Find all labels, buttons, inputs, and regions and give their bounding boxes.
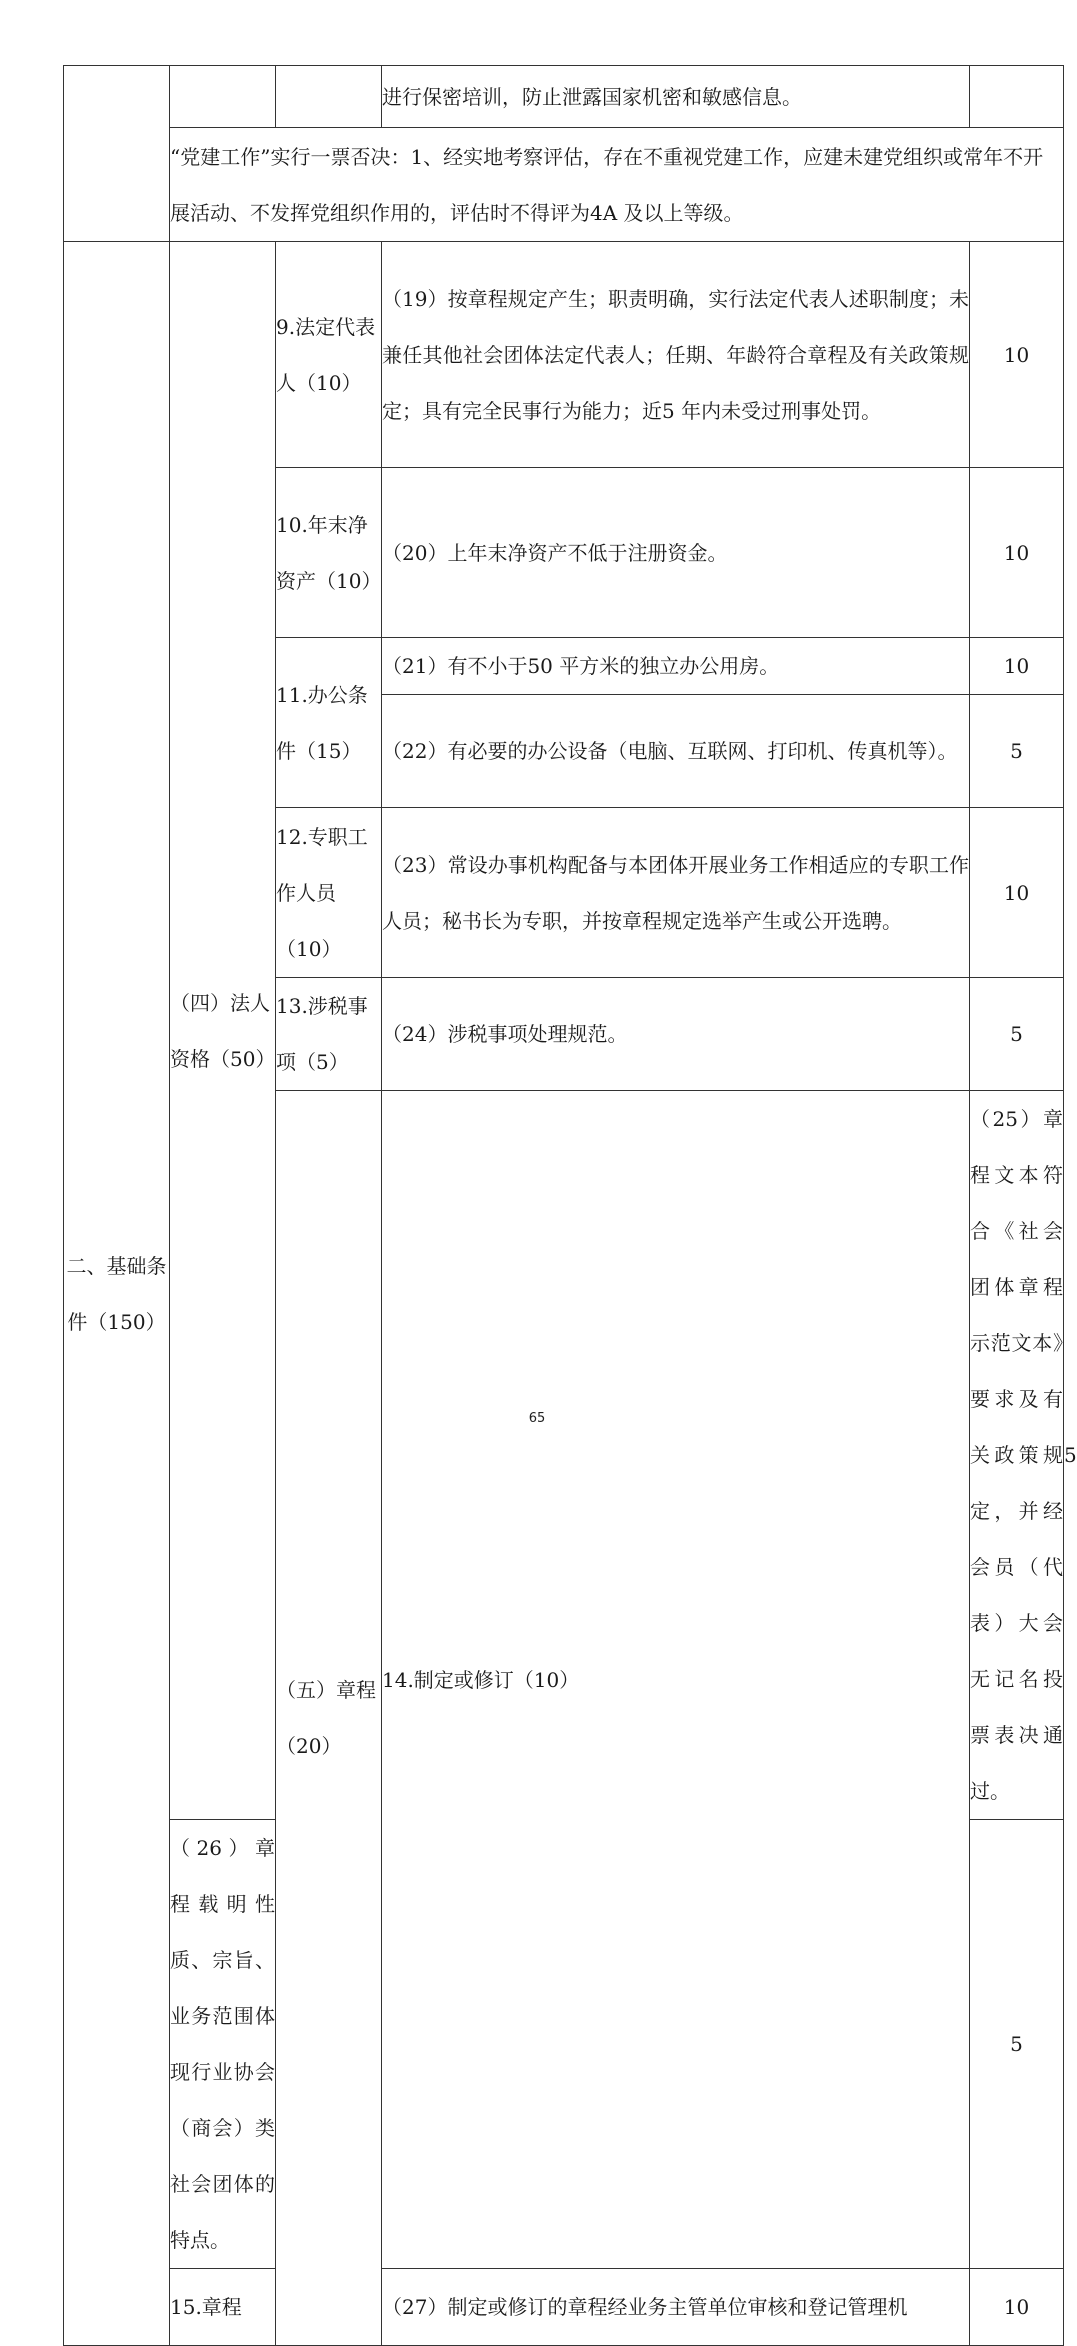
requirement-cell: （26）章程载明性质、宗旨、业务范围体现行业协会（商会）类社会团体的特点。 — [170, 1820, 276, 2269]
score-cell: 5 — [970, 695, 1064, 808]
item-cell: 12.专职工作人员（10） — [276, 808, 382, 978]
requirement-cell: （22）有必要的办公设备（电脑、互联网、打印机、传真机等）。 — [382, 695, 970, 808]
item-cell-empty — [276, 66, 382, 128]
evaluation-table — [63, 65, 1077, 2346]
category-cell: 二、基础条件（150） — [64, 242, 170, 2346]
requirement-cell: 进行保密培训，防止泄露国家机密和敏感信息。 — [382, 66, 970, 128]
requirement-cell: （21）有不小于50 平方米的独立办公用房。 — [382, 638, 970, 695]
item-cell: 14.制定或修订（10） — [382, 1091, 970, 2269]
table-row — [64, 66, 1064, 128]
item-cell: 15.章程 — [170, 2269, 276, 2346]
score-cell: 10 — [970, 638, 1064, 695]
requirement-cell: （24）涉税事项处理规范。 — [382, 978, 970, 1091]
item-cell: 9.法定代表人（10） — [276, 242, 382, 468]
requirement-cell: （20）上年末净资产不低于注册资金。 — [382, 468, 970, 638]
score-cell: 5 — [970, 978, 1064, 1091]
score-cell: 10 — [970, 808, 1064, 978]
page-number: 65 — [528, 1411, 546, 1426]
group-cell: （四）法人资格（50） — [170, 242, 276, 1820]
requirement-cell: （25）章程文本符合《社会团体章程示范文本》要求及有关政策规定，并经会员（代表）大会无记名投票表决通过。 — [970, 1091, 1064, 1820]
score-cell: 10 — [970, 242, 1064, 468]
score-cell: 10 — [970, 2269, 1064, 2346]
table-row — [64, 2269, 1064, 2346]
score-cell — [970, 66, 1064, 128]
score-cell: 10 — [970, 468, 1064, 638]
table-row — [64, 242, 1064, 468]
party-veto-note: “党建工作”实行一票否决：1、经实地考察评估，存在不重视党建工作，应建未建党组织或常年不开展活动、不发挥党组织作用的，评估时不得评为4A 及以上等级。 — [170, 128, 1064, 242]
score-cell: 5 — [970, 1820, 1064, 2269]
category-cell-empty — [64, 66, 170, 242]
item-cell: 10.年末净资产（10） — [276, 468, 382, 638]
group-cell-empty — [170, 66, 276, 128]
requirement-cell: （19）按章程规定产生；职责明确，实行法定代表人述职制度；未兼任其他社会团体法定代表人；任期、年龄符合章程及有关政策规定；具有完全民事行为能力；近5 年内未受过刑事处罚。 — [382, 242, 970, 468]
item-cell: 11.办公条件（15） — [276, 638, 382, 808]
group-cell: （五）章程（20） — [276, 1091, 382, 2346]
table-row — [64, 128, 1064, 242]
requirement-cell: （23）常设办事机构配备与本团体开展业务工作相适应的专职工作人员；秘书长为专职，并按章程规定选举产生或公开选聘。 — [382, 808, 970, 978]
item-cell: 13.涉税事项（5） — [276, 978, 382, 1091]
requirement-cell: （27）制定或修订的章程经业务主管单位审核和登记管理机 — [382, 2269, 970, 2346]
table-row: （五）章程（20） 14.制定或修订（10） （25）章程文本符合《社会团体章程示范文本》要求及有关政策规定，并经会员（代表）大会无记名投票表决通过。 5 — [64, 1091, 1064, 1820]
